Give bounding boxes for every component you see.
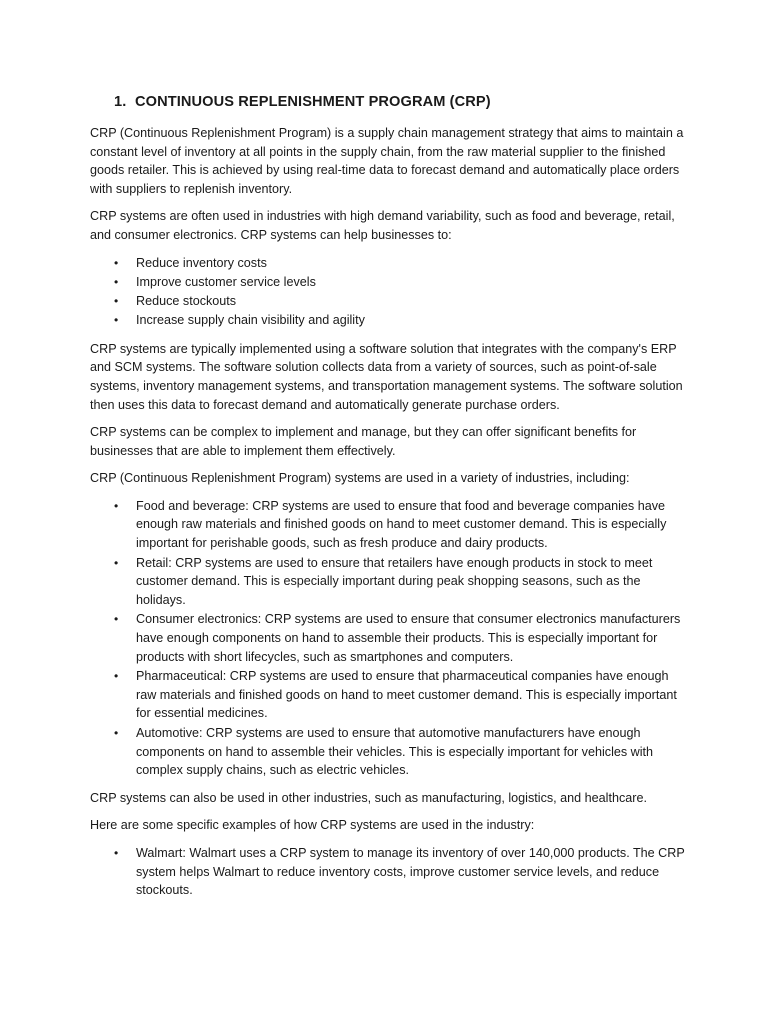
implementation-paragraph: CRP systems are typically implemented using a software solution that integrates with the company's ERP and SCM systems. The software solution collects data from a variety of sources, such as point-of-sale systems, inventory management systems, and transportation management systems. The software solution then uses this data to forecast demand and automatically generate purchase orders. bbox=[90, 341, 683, 412]
bullet-icon: • bbox=[114, 612, 119, 627]
bullet-icon: • bbox=[114, 293, 119, 308]
list-item: • Retail: CRP systems are used to ensure that retailers have enough products in stock to meet customer demand. This is especially important during peak shopping seasons, such as the holidays. bbox=[114, 555, 653, 607]
bullet-icon: • bbox=[114, 255, 119, 270]
list-item: • Improve customer service levels bbox=[90, 273, 690, 292]
bullet-icon: • bbox=[114, 313, 119, 328]
bullet-icon: • bbox=[114, 845, 119, 860]
benefits-list bbox=[90, 254, 690, 330]
examples-list bbox=[90, 844, 690, 900]
bullet-icon: • bbox=[114, 726, 119, 740]
bullet-icon: • bbox=[114, 669, 119, 684]
list-item: • Reduce stockouts bbox=[90, 292, 690, 311]
section-heading bbox=[114, 92, 690, 112]
industries-list bbox=[90, 497, 690, 780]
list-item: • Pharmaceutical: CRP systems are used to ensure that pharmaceutical companies have enough raw materials and finished goods on hand to meet customer demand. This is especially important for essential medicines. bbox=[114, 669, 677, 721]
usage-paragraph: CRP systems are often used in industries with high demand variability, such as food and beverage, retail, and consumer electronics. CRP systems can help businesses to: bbox=[90, 209, 675, 242]
list-item: • Walmart: Walmart uses a CRP system to manage its inventory of over 140,000 products. The CRP system helps Walmart to reduce inventory costs, improve customer service levels, and reduce stockouts. bbox=[114, 845, 685, 898]
list-item: • Reduce inventory costs bbox=[90, 254, 690, 273]
bullet-icon: • bbox=[114, 498, 119, 513]
list-item: • Automotive: CRP systems are used to ensure that automotive manufacturers have enough components on hand to assemble their vehicles. This is especially important for vehicles with complex supply chains, such as electric vehicles. bbox=[114, 726, 654, 778]
document-page bbox=[90, 92, 690, 909]
section-title: CONTINUOUS REPLENISHMENT PROGRAM (CRP) bbox=[135, 94, 491, 110]
intro-paragraph: CRP (Continuous Replenishment Program) is a supply chain management strategy that aims to maintain a constant level of inventory at all points in the supply chain, from the raw material supplier to the finished goods retailer. This is achieved by using real-time data to forecast demand and automatically place orders with suppliers to replenish inventory. bbox=[90, 126, 684, 196]
industries-intro-paragraph: CRP (Continuous Replenishment Program) systems are used in a variety of industries, including: bbox=[90, 471, 630, 486]
examples-intro-paragraph: Here are some specific examples of how CRP systems are used in the industry: bbox=[90, 818, 535, 833]
list-item: • Consumer electronics: CRP systems are used to ensure that consumer electronics manufacturers have enough components on hand to assemble their products. This is especially important for products with short lifecycles, such as smartphones and computers. bbox=[114, 612, 681, 664]
complexity-paragraph: CRP systems can be complex to implement and manage, but they can offer significant benefits for businesses that are able to implement them effectively. bbox=[90, 425, 637, 458]
section-number: 1. bbox=[114, 94, 127, 110]
bullet-icon: • bbox=[114, 274, 119, 289]
list-item: • Food and beverage: CRP systems are used to ensure that food and beverage companies have enough raw materials and finished goods on hand to meet customer demand. This is especially important for perishable goods, such as fresh produce and dairy products. bbox=[114, 498, 667, 551]
list-item: • Increase supply chain visibility and agility bbox=[90, 311, 690, 330]
other-industries-paragraph: CRP systems can also be used in other industries, such as manufacturing, logistics, and healthcare. bbox=[90, 790, 647, 805]
bullet-icon: • bbox=[114, 555, 119, 570]
